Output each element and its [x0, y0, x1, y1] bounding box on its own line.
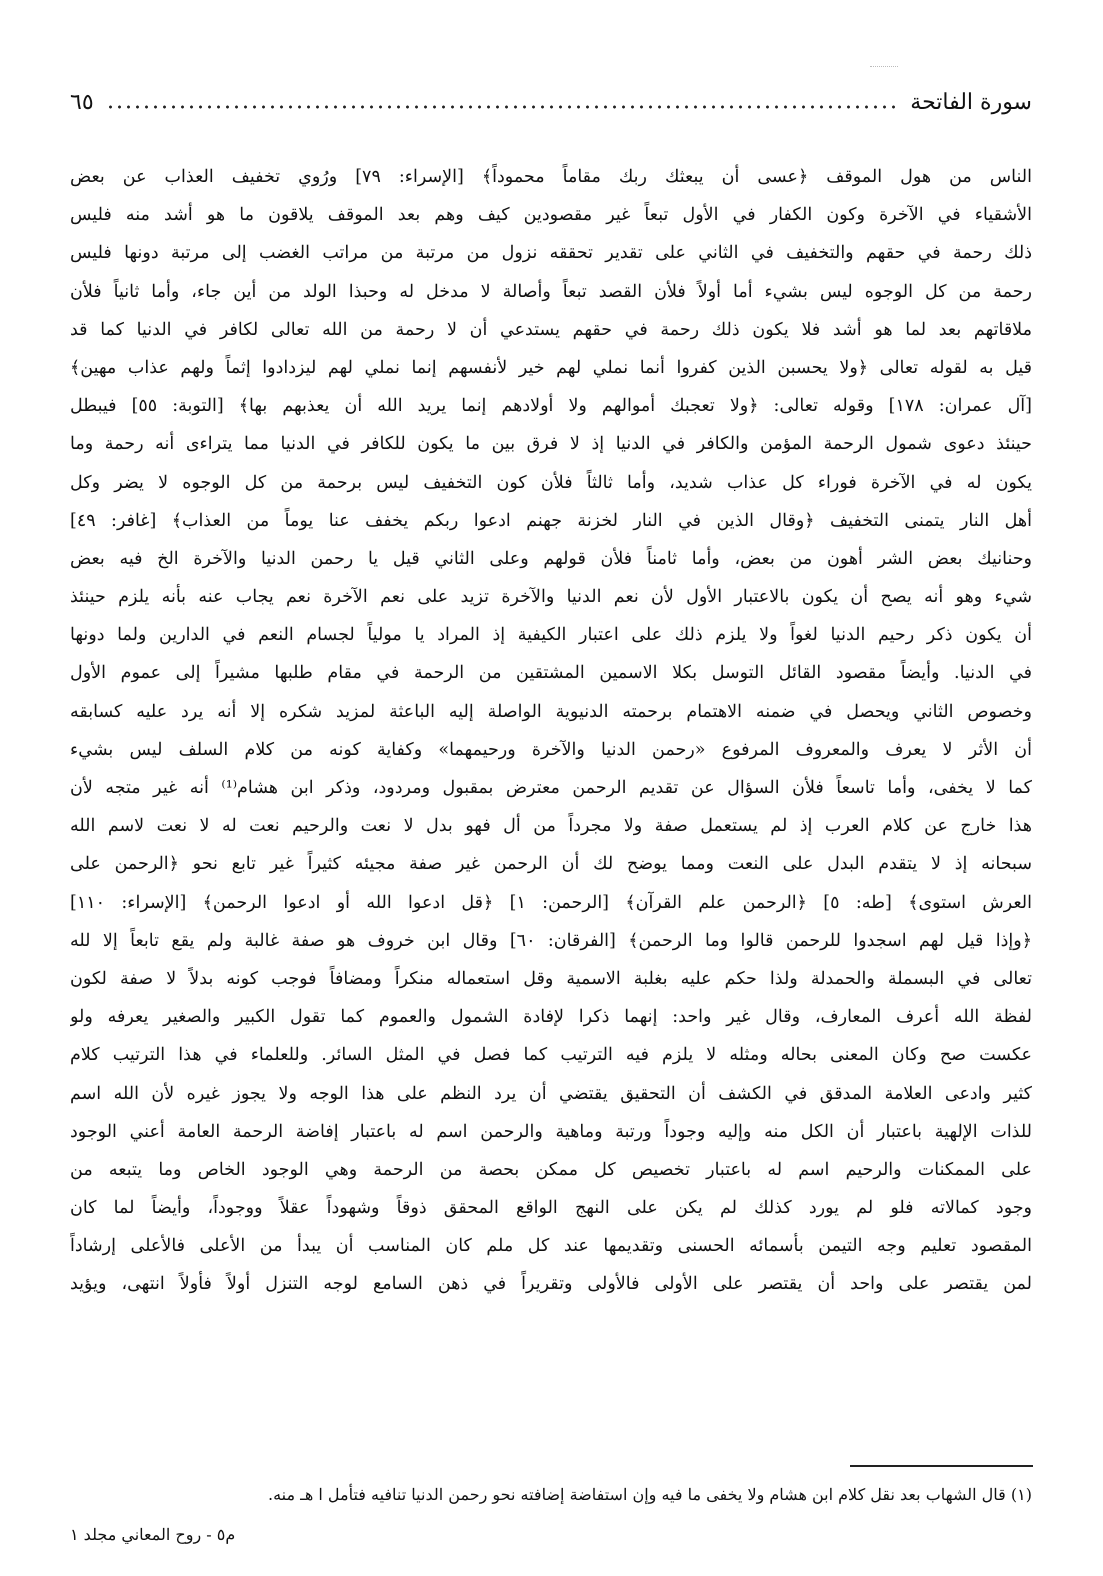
- text-line: [آل عمران: ١٧٨] وقوله تعالى: ﴿ولا تعجبك أموالهم ولا أولادهم إنما يريد الله أن يعذبهم بها﴾ [التوبة: ٥٥] فيبطل: [70, 396, 1032, 417]
- text-line: رحمة من كل الوجوه ليس بشيء أما أولاً فلأن القصد تبعاً وأصالة لا مدخل له وحبذا الولد من أين جاء، وأما ثانياً فلأن: [70, 281, 1032, 302]
- text-line: عكست صح وكان المعنى بحاله ومثله لا يلزم فيه الترتيب كما فصل في المثل السائر. وللعلماء في هذا الترتيب كلام: [70, 1045, 1032, 1066]
- text-line: هذا خارج عن كلام العرب إذ لم يستعمل صفة ولا مجرداً من أل فهو بدل لا نعت والرحيم نعت له لا نعت لاسم الله: [70, 816, 1032, 837]
- text-line: وجود كمالاته فلو لم يورد كذلك لم يكن على النهج الواقع المحقق ذوقاً وشهوداً عقلاً ووجوداً، وأيضاً لما كان: [70, 1198, 1032, 1219]
- text-line: أن الأثر لا يعرف والمعروف المرفوع «رحمن الدنيا والآخرة ورحيمهما» وكفاية كونه من كلام السلف ليس بشيء: [70, 739, 1032, 760]
- footnote: (١) قال الشهاب بعد نقل كلام ابن هشام ولا يخفى ما فيه وإن استفاضة إضافته نحو رحمن الدنيا تنافيه فتأمل ا هـ منه.: [267, 1485, 1032, 1504]
- page-number: ٦٥: [70, 89, 94, 115]
- text-line: ذلك رحمة في حقهم والتخفيف في الثاني على تقدير تحققه نزول من مرتبة من مراتب الغضب إلى مرتبة دونها فليس: [70, 243, 1032, 264]
- text-line: كما لا يخفى، وأما تاسعاً فلأن السؤال عن تقديم الرحمن معترض بمقبول ومردود، وذكر ابن هشام⁽¹⁾ أنه غير متجه لأن: [70, 778, 1032, 798]
- text-line: الأشقياء في الآخرة وكون الكفار في الأول تبعاً غير مقصودين كيف وهم بعد الموقف يلاقون ما هو أشد منه فليس: [70, 205, 1032, 226]
- text-line: يكون له في الآخرة فوراء كل عذاب شديد، وأما ثالثاً فلأن كون التخفيف ليس برحمة من كل الوجوه لا يضر وكل: [70, 472, 1032, 493]
- text-line: وخصوص الثاني ويحصل في ضمنه الاهتمام برحمته الدنيوية الواصلة إليه الباعثة لمزيد شكره إلا أنه يرد عليه كسابقه: [70, 701, 1032, 722]
- text-line: تعالى في البسملة والحمدلة ولذا حكم عليه بغلبة الاسمية وقل استعماله منكراً ومضافاً فوجب كونه بدلاً لا صفة لكون: [70, 968, 1032, 989]
- text-line: حينئذ دعوى شمول الرحمة المؤمن والكافر في الدنيا إذ لا فرق بين ما يكون للكافر في الدنيا مما يتراءى أنه رحمة وما: [70, 434, 1032, 455]
- scan-mark: [870, 66, 898, 67]
- signature-line: م٥ - روح المعاني مجلد ١: [70, 1525, 236, 1544]
- text-line: كثير وادعى العلامة المدقق في الكشف أن التحقيق يقتضي أن يرد النظم على هذا الوجه ولا يجوز غيره لأن الله اسم: [70, 1083, 1032, 1104]
- text-line: قيل به لقوله تعالى ﴿ولا يحسبن الذين كفروا أنما نملي لهم خير لأنفسهم إنما نملي لهم ليزدادوا إثماً ولهم عذاب مهين﴾: [70, 357, 1032, 378]
- surah-title: سورة الفاتحة: [910, 89, 1032, 115]
- text-line: وحنانيك بعض الشر أهون من بعض، وأما ثامناً فلأن قولهم وعلى الثاني قيل يا رحمن الدنيا والآخرة الخ فيه بعض: [70, 548, 1032, 569]
- text-line: ملاقاتهم بعد لما هو أشد فلا يكون ذلك رحمة في حقهم يستدعي أن لا رحمة من الله تعالى لكافر في الدنيا كما قد: [70, 319, 1032, 340]
- footnote-rule: [850, 1465, 1033, 1467]
- text-line: ﴿وإذا قيل لهم اسجدوا للرحمن قالوا وما الرحمن﴾ [الفرقان: ٦٠] وقال ابن خروف هو صفة غالبة ولم يقع تابعاً إلا لله: [70, 930, 1032, 951]
- text-line: المقصود تعليم وجه التيمن بأسمائه الحسنى وتقديمها عند كل ملم كان المناسب أن يبدأ من الأعلى فالأعلى إرشاداً: [70, 1236, 1032, 1257]
- text-line: لفظة الله أعرف المعارف، وقال غير واحد: إنهما ذكرا لإفادة الشمول والعموم كما تقول الكبير والصغير يعرفه ولو: [70, 1007, 1032, 1028]
- text-line: شيء وهو أنه يصح أن يكون بالاعتبار الأول لأن نعم الدنيا والآخرة تزيد على نعم الآخرة نعم يجاب عنه بأنه يلزم حينئذ: [70, 587, 1032, 608]
- text-line: لمن يقتصر على واحد أن يقتصر على الأولى فالأولى وتقريراً في ذهن السامع لوجه التنزل أولاً فأولاً انتهى، ويؤيد: [70, 1274, 1032, 1295]
- text-line: أهل النار يتمنى التخفيف ﴿وقال الذين في النار لخزنة جهنم ادعوا ربكم يخفف عنا يوماً من العذاب﴾ [غافر: ٤٩]: [70, 510, 1032, 531]
- running-header: [70, 82, 1032, 122]
- body-text: [70, 158, 1032, 1304]
- text-line: للذات الإلهية باعتبار أن الكل منه وإليه وجوداً ورتبة وماهية والرحمن اسم له باعتبار إفاضة الرحمة العامة أعني الوجود: [70, 1121, 1032, 1142]
- text-line: في الدنيا. وأيضاً مقصود القائل التوسل بكلا الاسمين المشتقين من الرحمة في مقام طلبها مشيراً إلى عموم الأول: [70, 663, 1032, 684]
- text-line: على الممكنات والرحيم اسم له باعتبار تخصيص كل ممكن بحصة من الرحمة وهي الوجود الخاص وما يتبعه من: [70, 1159, 1032, 1180]
- leader-dots: [106, 105, 899, 109]
- text-line: سبحانه إذ لا يتقدم البدل على النعت ومما يوضح لك أن الرحمن غير صفة مجيئه كثيراً غير تابع نحو ﴿الرحمن على: [70, 854, 1032, 875]
- text-line: أن يكون ذكر رحيم الدنيا لغواً ولا يلزم ذلك على اعتبار الكيفية إذ المراد يا مولياً لجسام النعم في الدارين ولما دونها: [70, 625, 1032, 646]
- text-line: العرش استوى﴾ [طه: ٥] ﴿الرحمن علم القرآن﴾ [الرحمن: ١] ﴿قل ادعوا الله أو ادعوا الرحمن﴾ [الإسراء: ١١٠]: [70, 892, 1032, 913]
- text-line: الناس من هول الموقف ﴿عسى أن يبعثك ربك مقاماً محموداً﴾ [الإسراء: ٧٩] ورُوي تخفيف العذاب عن بعض: [70, 167, 1032, 187]
